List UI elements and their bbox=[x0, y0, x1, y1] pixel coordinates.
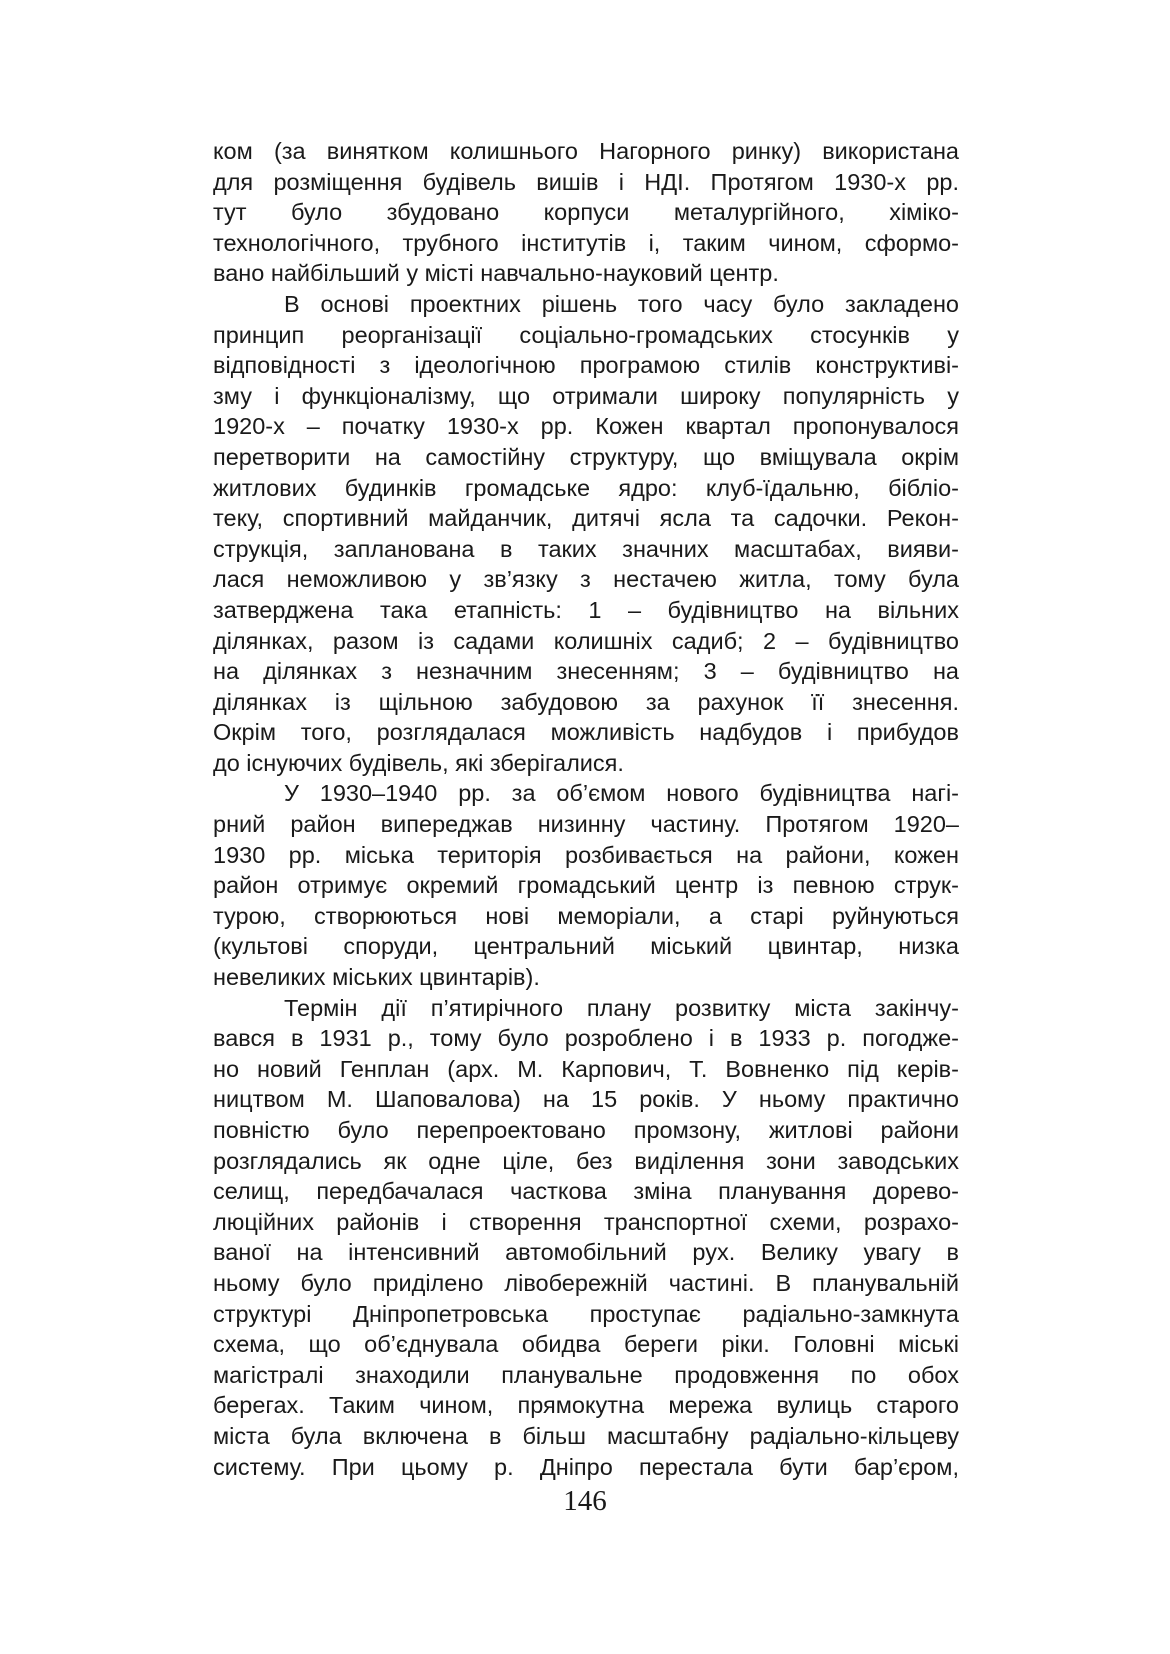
text-line: систему. При цьому р. Дніпро перестала бути бар’єром, bbox=[213, 1453, 959, 1480]
text-line: зму і функціоналізму, що отримали широку популярність у bbox=[213, 382, 959, 409]
text-line: теку, спортивний майданчик, дитячі ясла та садочки. Рекон- bbox=[213, 505, 959, 532]
text-line: до існуючих будівель, які зберігалися. bbox=[213, 749, 624, 776]
text-line: магістралі знаходили планувальне продовження по обох bbox=[213, 1361, 959, 1388]
paragraph bbox=[213, 289, 959, 779]
text-line: структурі Дніпропетровська проступає радіально-замкнута bbox=[213, 1300, 959, 1327]
text-line: невеликих міських цвинтарів). bbox=[213, 964, 540, 991]
text-line: житлових будинків громадське ядро: клуб-їдальню, бібліо- bbox=[213, 474, 959, 501]
text-line: берегах. Таким чином, прямокутна мережа вулиць старого bbox=[213, 1392, 959, 1419]
text-line: Окрім того, розглядалася можливість надбудов і прибудов bbox=[213, 719, 959, 746]
text-line: принцип реорганізації соціально-громадських стосунків у bbox=[213, 321, 959, 348]
text-line: В основі проектних рішень того часу було закладено bbox=[284, 290, 959, 317]
text-line: струкція, запланована в таких значних масштабах, вияви- bbox=[213, 535, 959, 562]
text-line: турою, створюються нові меморіали, а старі руйнуються bbox=[213, 902, 959, 929]
text-line: ваної на інтенсивний автомобільний рух. Велику увагу в bbox=[213, 1239, 959, 1266]
text-line: ділянках із щільною забудовою за рахунок її знесення. bbox=[213, 688, 959, 715]
page-number: 146 bbox=[563, 1485, 607, 1517]
text-line: но новий Генплан (арх. М. Карпович, Т. Вовненко під керів- bbox=[213, 1055, 959, 1082]
text-line: вався в 1931 р., тому було розроблено і в 1933 р. погодже- bbox=[213, 1025, 959, 1052]
text-line: люційних районів і створення транспортної схеми, розрахо- bbox=[213, 1208, 959, 1235]
text-line: (культові споруди, центральний міський цвинтар, низка bbox=[213, 933, 959, 960]
paragraph bbox=[213, 136, 959, 289]
text-line: ком (за винятком колишнього Нагорного ринку) використана bbox=[213, 138, 959, 164]
text-line: ництвом М. Шаповалова) на 15 років. У ньому практично bbox=[213, 1086, 959, 1113]
text-line: повністю було перепроектовано промзону, житлові райони bbox=[213, 1117, 959, 1143]
text-line: розглядались як одне ціле, без виділення зони заводських bbox=[213, 1147, 959, 1174]
text-line: тут було збудовано корпуси металургійного, хіміко- bbox=[213, 199, 959, 226]
text-line: для розміщення будівель вишів і НДІ. Протягом 1930-х рр. bbox=[213, 168, 959, 195]
text-line: вано найбільший у місті навчально-науковий центр. bbox=[213, 260, 779, 287]
text-line: рний район випереджав низинну частину. Протягом 1920– bbox=[213, 811, 959, 838]
paragraph bbox=[213, 993, 959, 1483]
text-line: ньому було приділено лівобережній частині. В планувальній bbox=[213, 1269, 959, 1296]
text-line: затверджена така етапність: 1 – будівництво на вільних bbox=[213, 596, 959, 623]
text-line: на ділянках з незначним знесенням; 3 – будівництво на bbox=[213, 658, 959, 685]
page-body bbox=[213, 136, 959, 1482]
text-line: перетворити на самостійну структуру, що вміщувала окрім bbox=[213, 443, 959, 470]
text-line: лася неможливою у зв’язку з нестачею житла, тому була bbox=[213, 566, 959, 593]
text-line: схема, що об’єднувала обидва береги ріки. Головні міські bbox=[213, 1331, 959, 1358]
text-line: міста була включена в більш масштабну радіально-кільцеву bbox=[213, 1422, 959, 1449]
text-line: Термін дії п’ятирічного плану розвитку міста закінчу- bbox=[284, 994, 959, 1021]
text-line: У 1930–1940 рр. за об’ємом нового будівництва нагі- bbox=[284, 780, 959, 807]
text-line: відповідності з ідеологічною програмою стилів конструктиві- bbox=[213, 352, 959, 379]
paragraph bbox=[213, 778, 959, 992]
text-line: район отримує окремий громадський центр із певною струк- bbox=[213, 872, 959, 899]
text-line: селищ, передбачалася часткова зміна планування дорево- bbox=[213, 1178, 959, 1205]
text-line: технологічного, трубного інститутів і, таким чином, сформо- bbox=[213, 229, 959, 256]
text-line: ділянках, разом із садами колишніх садиб; 2 – будівництво bbox=[213, 627, 959, 654]
text-line: 1920-х – початку 1930-х рр. Кожен квартал пропонувалося bbox=[213, 413, 959, 440]
text-line: 1930 рр. міська територія розбивається на райони, кожен bbox=[213, 841, 959, 868]
